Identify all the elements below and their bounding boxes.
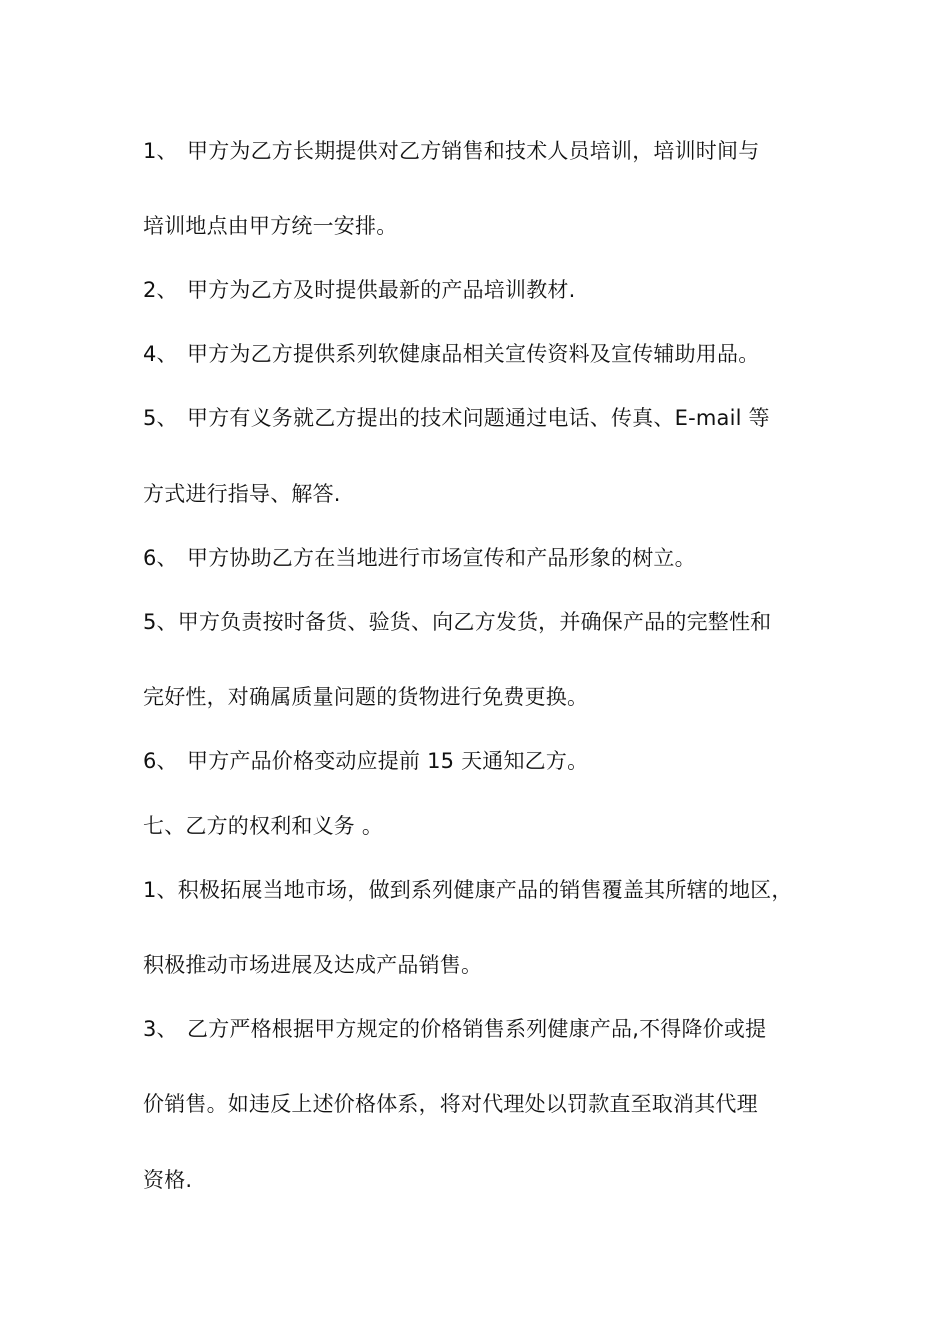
clause-line-4 — [143, 341, 759, 367]
clause-line-12 — [143, 877, 793, 903]
clause-text: 培训地点由甲方统一安排。 — [143, 214, 398, 238]
clause-line-10 — [143, 748, 588, 774]
clause-text: 甲方协助乙方在当地进行市场宣传和产品形象的树立。 — [187, 546, 696, 570]
clause-text: 甲方有义务就乙方提出的技术问题通过电话、传真、E-mail 等 — [187, 406, 770, 430]
section-title: 乙方的权利和义务 。 — [185, 814, 384, 838]
clause-text: 积极推动市场进展及达成产品销售。 — [143, 953, 483, 977]
clause-line-5 — [143, 405, 770, 431]
clause-line-7 — [143, 545, 696, 571]
clause-line-6 — [143, 481, 341, 507]
section-number: 七、 — [143, 814, 186, 838]
clause-line-3 — [143, 277, 575, 303]
clause-text: 甲方为乙方及时提供最新的产品培训教材. — [187, 278, 576, 302]
clause-text: 资格. — [143, 1168, 193, 1192]
clause-number: 6、 — [143, 749, 178, 773]
clause-line-2 — [143, 213, 397, 239]
clause-line-1 — [143, 138, 759, 164]
clause-text: 甲方为乙方长期提供对乙方销售和技术人员培训，培训时间与 — [187, 139, 760, 163]
clause-number: 1、 — [143, 878, 178, 902]
clause-text: 方式进行指导、解答. — [143, 482, 341, 506]
clause-text: 价销售。如违反上述价格体系，将对代理处以罚款直至取消其代理 — [143, 1092, 758, 1116]
clause-number: 5、 — [143, 406, 178, 430]
clause-line-8 — [143, 609, 771, 635]
clause-number: 2、 — [143, 278, 178, 302]
clause-number: 3、 — [143, 1017, 178, 1041]
clause-line-15 — [143, 1091, 758, 1117]
clause-number: 5、 — [143, 610, 178, 634]
clause-line-16 — [143, 1167, 192, 1193]
clause-text: 积极拓展当地市场，做到系列健康产品的销售覆盖其所辖的地区， — [177, 878, 793, 902]
clause-line-14 — [143, 1016, 766, 1042]
clause-text: 乙方严格根据甲方规定的价格销售系列健康产品,不得降价或提 — [187, 1017, 767, 1041]
clause-text: 甲方为乙方提供系列软健康品相关宣传资料及宣传辅助用品。 — [187, 342, 760, 366]
clause-text: 甲方负责按时备货、验货、向乙方发货，并确保产品的完整性和 — [177, 610, 772, 634]
clause-line-13 — [143, 952, 482, 978]
clause-line-9 — [143, 684, 588, 710]
clause-number: 6、 — [143, 546, 178, 570]
section-heading — [143, 813, 383, 839]
clause-number: 4、 — [143, 342, 178, 366]
clause-text: 甲方产品价格变动应提前 15 天通知乙方。 — [187, 749, 589, 773]
clause-text: 完好性，对确属质量问题的货物进行免费更换。 — [143, 685, 589, 709]
clause-number: 1、 — [143, 139, 178, 163]
